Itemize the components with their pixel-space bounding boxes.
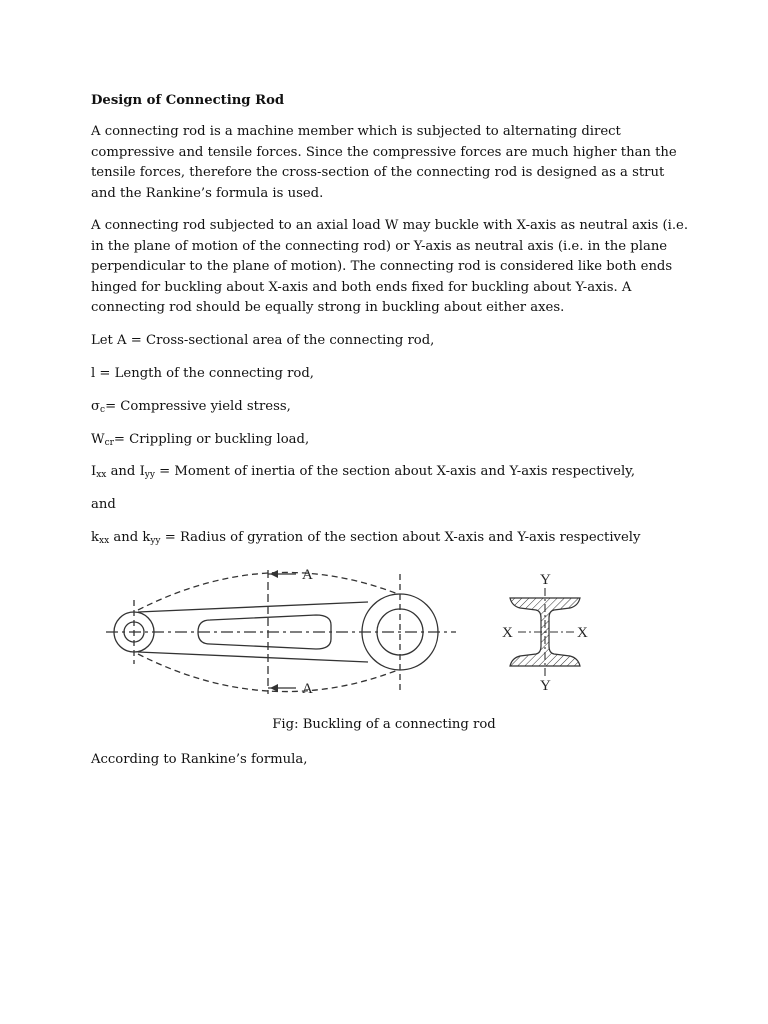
definition-gyration	[91, 528, 691, 549]
figure-caption: Fig: Buckling of a connecting rod	[272, 717, 496, 732]
definition-load	[91, 430, 691, 451]
rod-slot	[198, 615, 331, 649]
buckling-paragraph: A connecting rod subjected to an axial load W may buckle with X-axis as neutral axis (i.e. in the plane of motion of the connecting rod) or Y-axis as neutral axis (i.e. in the plane perpendicular to the plane of motion). The connecting rod is considered like both ends hinged for buckling about X-axis and both ends fixed for buckling about Y-axis. A connecting rod should be equally strong in buckling about either axes.	[91, 218, 689, 316]
section-arrow-top-head	[270, 570, 278, 578]
i-section-drawing	[510, 588, 580, 676]
rod-top-edge	[138, 602, 368, 612]
axis-label-y-bottom: Y	[540, 678, 551, 694]
and-line: and	[91, 497, 116, 512]
w-symbol: W	[91, 432, 105, 447]
i-and: and	[106, 464, 140, 479]
k-symbol-yy: k	[142, 530, 151, 545]
i-text: = Moment of inertia of the section about X-axis and Y-axis respectively,	[154, 464, 636, 479]
w-text: = Crippling or buckling load,	[113, 432, 310, 447]
definition-area: Let A = Cross-sectional area of the connecting rod,	[91, 333, 435, 348]
section-label-top: A	[302, 567, 313, 583]
k-symbol-xx: k	[91, 530, 99, 545]
definition-length: l = Length of the connecting rod,	[91, 366, 314, 381]
connecting-rod-drawing	[106, 570, 456, 694]
rankine-intro: According to Rankine’s formula,	[91, 752, 308, 767]
definition-inertia	[91, 462, 691, 483]
k-subscript-yy: yy	[150, 536, 161, 546]
axis-label-x-left: X	[502, 625, 513, 641]
i-symbol-xx: I	[91, 464, 97, 479]
i-symbol-yy: I	[139, 464, 145, 479]
i-subscript-xx: xx	[96, 470, 107, 480]
i-subscript-yy: yy	[144, 470, 155, 480]
section-label-bottom: A	[302, 681, 313, 697]
section-markers	[268, 570, 296, 692]
axis-label-x-right: X	[577, 625, 588, 641]
intro-paragraph: A connecting rod is a machine member which is subjected to alternating direct compressive and tensile forces. Since the compressive forces are much higher than the tensile forces, therefore the cross-section of the connecting rod is designed as a strut and the Rankine’s formula is used.	[91, 124, 677, 201]
buckled-curve-top	[138, 572, 398, 610]
page-title: Design of Connecting Rod	[91, 93, 285, 108]
connecting-rod-figure	[98, 562, 618, 702]
axis-label-y-top: Y	[540, 572, 551, 588]
k-text: = Radius of gyration of the section about X-axis and Y-axis respectively	[160, 530, 641, 545]
sigma-symbol: σ	[91, 399, 101, 414]
sigma-subscript: c	[100, 405, 106, 415]
k-and: and	[109, 530, 143, 545]
definition-stress	[91, 397, 691, 418]
sigma-text: = Compressive yield stress,	[105, 399, 291, 414]
rod-bottom-edge	[138, 652, 368, 662]
k-subscript-xx: xx	[99, 536, 110, 546]
w-subscript: cr	[104, 438, 114, 448]
